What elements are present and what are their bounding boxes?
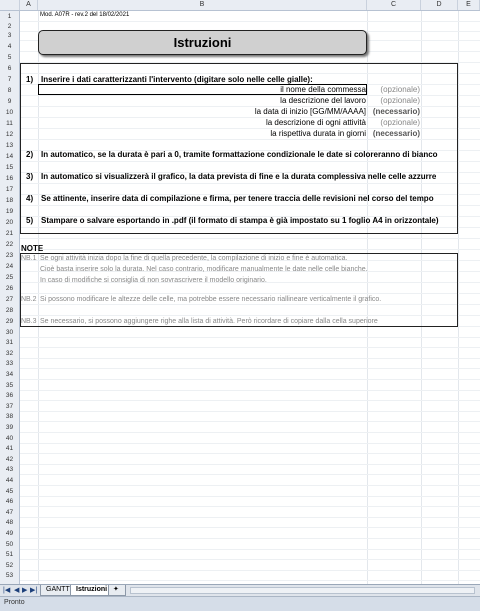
field-req-descrizione: (opzionale) — [380, 96, 420, 105]
gridline — [20, 379, 480, 380]
row-header[interactable]: 12 — [5, 131, 14, 138]
gridline — [20, 411, 480, 412]
gridline — [20, 443, 480, 444]
row-header[interactable]: 18 — [5, 197, 14, 204]
step-2-text: In automatico, se la durata è pari a 0, tramite formattazione condizionale le date si coloreranno di bianco — [41, 150, 438, 159]
row-header[interactable]: 14 — [5, 153, 14, 160]
horizontal-scrollbar[interactable] — [130, 587, 475, 594]
page-title: Istruzioni — [38, 30, 367, 55]
column-header-e[interactable]: E — [458, 0, 480, 10]
row-header[interactable]: 49 — [5, 530, 14, 537]
status-text: Pronto — [4, 599, 25, 606]
field-label-data-inizio: la data di inizio [GG/MM/AAAA] — [254, 107, 366, 116]
sheet-tab-bar — [0, 584, 480, 596]
row-header[interactable]: 26 — [5, 285, 14, 292]
row-header[interactable]: 40 — [5, 434, 14, 442]
row-header[interactable]: 29 — [5, 318, 14, 325]
row-header[interactable]: 15 — [5, 164, 14, 171]
field-req-commessa: (opzionale) — [380, 85, 420, 94]
tab-gantt[interactable]: GANTT — [40, 585, 76, 596]
field-label-attivita: la descrizione di ogni attività — [265, 118, 366, 127]
nb1-line-3: In caso di modifiche si consiglia di non sovrascrivere il modello originario. — [40, 277, 267, 284]
row-header[interactable]: 44 — [5, 477, 14, 484]
row-header[interactable]: 24 — [5, 263, 14, 270]
nb1-line-2: Cioè basta inserire solo la durata. Nel caso contrario, modificare manualmente le date nelle celle bianche. — [40, 266, 368, 273]
row-header[interactable]: 33 — [5, 360, 14, 368]
gridline — [20, 496, 480, 497]
row-header[interactable]: 51 — [5, 551, 14, 559]
gridline — [20, 474, 480, 475]
notes-box — [20, 253, 458, 327]
row-header[interactable]: 4 — [7, 43, 12, 50]
field-label-descrizione: la descrizione del lavoro — [280, 96, 366, 105]
status-bar — [0, 596, 480, 611]
step-2-number: 2) — [26, 150, 34, 159]
nb1-line-1: Se ogni attività inizia dopo la fine di quella precedente, la compilazione di inizio e fine è automatica. — [40, 255, 348, 262]
step-5-text: Stampare o salvare esportando in .pdf (il formato di stampa è già impostato su 1 foglio A4 in orizzontale) — [41, 216, 439, 225]
row-header[interactable]: 23 — [5, 252, 14, 259]
gridline — [20, 453, 480, 454]
step-1-heading: Inserire i dati caratterizzanti l'intervento (digitare solo nelle celle gialle): — [41, 75, 313, 84]
step-1-number: 1) — [26, 75, 34, 84]
row-header[interactable]: 7 — [7, 76, 12, 83]
row-header[interactable]: 13 — [5, 142, 14, 149]
form-revision-note: Mod. A07R - rev.2 del 18/02/2021 — [40, 12, 130, 18]
row-header[interactable]: 21 — [5, 230, 14, 237]
row-header[interactable]: 6 — [7, 65, 12, 72]
row-header[interactable]: 17 — [5, 186, 14, 193]
column-header-c[interactable]: C — [367, 0, 421, 10]
gridline — [458, 11, 459, 584]
nb2-label: NB.2 — [21, 296, 37, 303]
row-header[interactable]: 45 — [5, 487, 14, 495]
row-header[interactable]: 27 — [5, 296, 14, 303]
field-label-durata: la rispettiva durata in giorni — [270, 129, 366, 138]
gridline — [20, 538, 480, 539]
row-header[interactable]: 3 — [7, 32, 12, 39]
row-header[interactable]: 37 — [5, 402, 14, 410]
step-5-number: 5) — [26, 216, 34, 225]
row-headers — [0, 11, 20, 584]
gridline — [20, 400, 480, 401]
gridline — [20, 527, 480, 528]
row-header[interactable]: 48 — [5, 519, 14, 527]
next-sheet-icon[interactable]: ▶ — [22, 587, 28, 594]
gridline — [20, 464, 480, 465]
row-header[interactable]: 50 — [5, 540, 14, 548]
notes-heading: NOTE — [21, 244, 44, 253]
gridline — [20, 249, 480, 250]
row-header[interactable]: 25 — [5, 274, 14, 281]
field-req-attivita: (opzionale) — [380, 118, 420, 127]
gridline — [20, 517, 480, 518]
row-header[interactable]: 38 — [5, 413, 14, 421]
nb3-label: NB.3 — [21, 318, 37, 325]
gridline — [20, 570, 480, 571]
row-header[interactable]: 34 — [5, 371, 14, 378]
row-header[interactable]: 8 — [7, 87, 12, 94]
gridline — [20, 238, 480, 239]
field-req-data-inizio: (necessario) — [372, 107, 420, 116]
first-sheet-icon[interactable]: |◀ — [3, 587, 11, 594]
gridline — [20, 368, 480, 369]
gridline — [20, 432, 480, 433]
field-req-durata: (necessario) — [372, 129, 420, 138]
column-header-d[interactable]: D — [421, 0, 458, 10]
row-header[interactable]: 19 — [5, 208, 14, 215]
gridline — [20, 421, 480, 422]
field-label-commessa: il nome della commessa — [280, 85, 366, 94]
gridline — [20, 358, 480, 359]
gridline — [20, 337, 480, 338]
step-4-number: 4) — [26, 194, 34, 203]
row-header[interactable]: 16 — [5, 175, 14, 182]
insert-sheet-icon[interactable]: ✦ — [108, 585, 126, 596]
row-header[interactable]: 5 — [7, 54, 12, 61]
row-header[interactable]: 39 — [5, 424, 14, 431]
select-all-corner[interactable] — [0, 0, 20, 10]
nb2-text: Si possono modificare le altezze delle celle, ma potrebbe essere necessario riallineare verticalmente il grafico. — [40, 296, 382, 303]
row-header[interactable]: 30 — [5, 328, 14, 336]
row-header[interactable]: 28 — [5, 307, 14, 314]
column-header-a[interactable]: A — [20, 0, 38, 10]
gridline — [20, 347, 480, 348]
gridline — [20, 580, 480, 581]
step-3-text: In automatico si visualizzerà il grafico, la data prevista di fine e la durata complessiva nelle celle azzurre — [41, 172, 437, 181]
tab-istruzioni[interactable]: Istruzioni — [70, 585, 113, 596]
column-headers — [0, 0, 480, 11]
row-header[interactable]: 9 — [7, 98, 12, 105]
row-header[interactable]: 22 — [5, 241, 14, 248]
row-header[interactable]: 32 — [5, 349, 14, 357]
gridline — [20, 559, 480, 560]
gridline — [20, 390, 480, 391]
step-4-text: Se attinente, inserire data di compilazione e firma, per tenere traccia delle revisioni nel corso del tempo — [41, 194, 434, 203]
row-header[interactable]: 41 — [5, 445, 14, 453]
row-header[interactable]: 46 — [5, 498, 14, 506]
row-header[interactable]: 47 — [5, 508, 14, 516]
nb1-label: NB.1 — [21, 255, 37, 262]
row-header[interactable]: 20 — [5, 219, 14, 226]
gridline — [20, 506, 480, 507]
row-header[interactable]: 2 — [7, 23, 12, 30]
column-header-b[interactable]: B — [38, 0, 367, 10]
row-header[interactable]: 36 — [5, 392, 14, 400]
gridline — [20, 549, 480, 550]
gridline — [20, 21, 480, 22]
row-header[interactable]: 53 — [5, 572, 14, 580]
row-header[interactable]: 10 — [5, 109, 14, 116]
gridline — [20, 485, 480, 486]
row-header[interactable]: 31 — [5, 339, 14, 347]
row-header[interactable]: 42 — [5, 455, 14, 463]
last-sheet-icon[interactable]: ▶| — [30, 587, 38, 594]
step-3-number: 3) — [26, 172, 34, 181]
row-header[interactable]: 11 — [6, 120, 13, 127]
row-header[interactable]: 35 — [5, 381, 14, 389]
nb3-text: Se necessario, si possono aggiungere righe alla lista di attività. Però ricordare di copiare dalla cella superiore — [40, 318, 378, 325]
prev-sheet-icon[interactable]: ◀ — [14, 587, 20, 594]
row-header[interactable]: 43 — [5, 466, 14, 474]
row-header[interactable]: 1 — [7, 13, 12, 20]
row-header[interactable]: 52 — [5, 561, 14, 569]
